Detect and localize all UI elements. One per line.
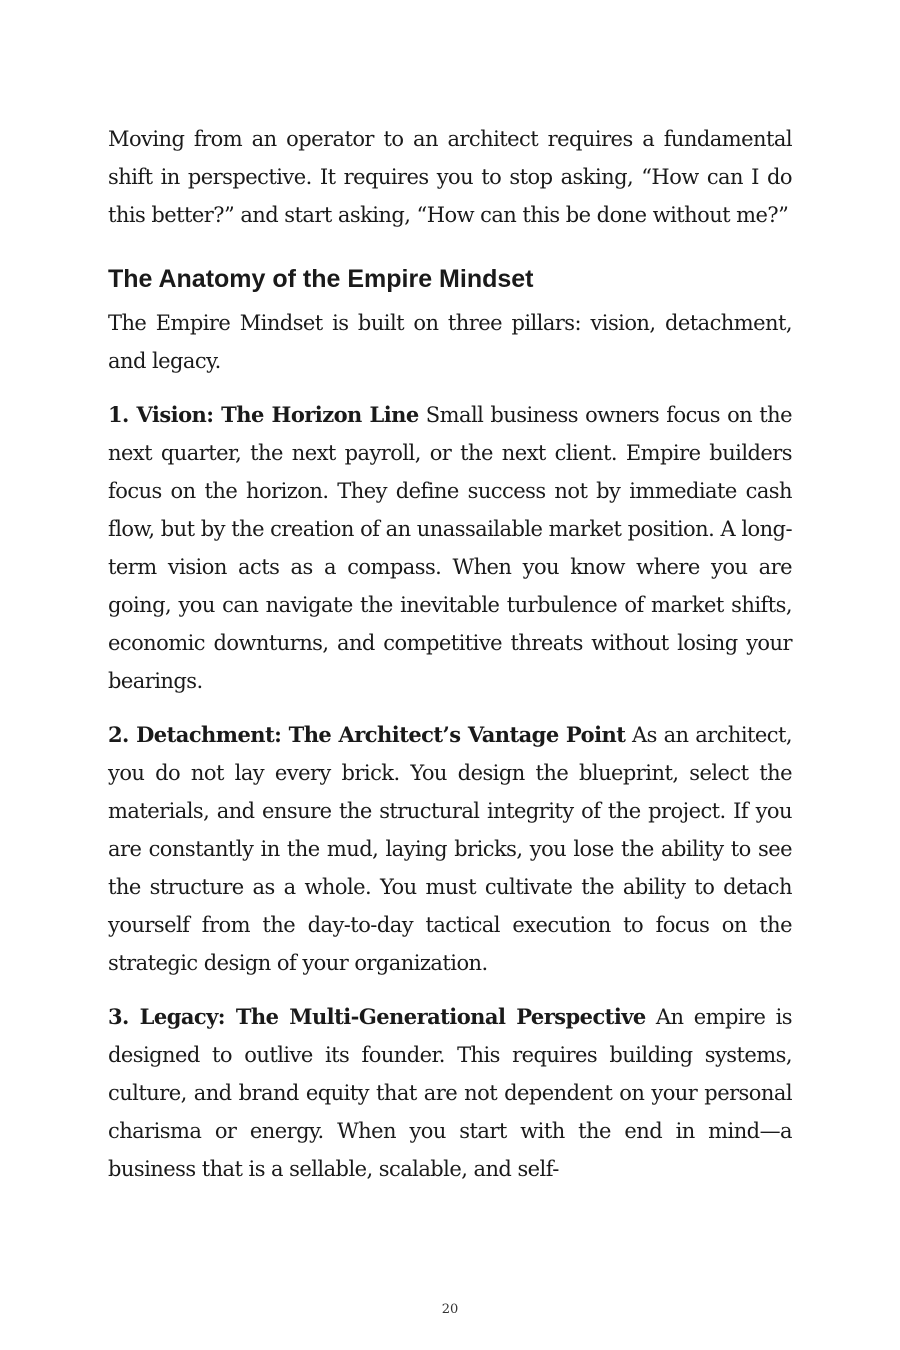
pillar-detachment-paragraph xyxy=(108,716,792,982)
page-number: 20 xyxy=(441,1302,459,1317)
pillar-vision-text: Small business owners focus on the next quarter, the next payroll, or the next client. Empire builders focus on the horizon. They define success not by immediate cash flow, but by the creation of an unassailable market position. A long-term vision acts as a compass. When you know where you are going, you can navigate the inevitable turbulence of market shifts, economic downturns, and competitive threats without losing your bearings. xyxy=(108,403,793,693)
section-intro-paragraph: The Empire Mindset is built on three pillars: vision, detachment, and legacy. xyxy=(108,311,792,373)
pillar-detachment-text: As an architect, you do not lay every brick. You design the blueprint, select the materials, and ensure the structural integrity of the project. If you are constantly in the mud, laying bricks, you lose the ability to see the structure as a whole. You must cultivate the ability to detach yourself from the day-to-day tactical execution to focus on the strategic design of your organization. xyxy=(108,723,792,975)
pillar-legacy-title: 3. Legacy: The Multi-Generational Perspective xyxy=(108,1004,646,1029)
pillar-vision-paragraph xyxy=(108,396,792,700)
pillar-legacy-text: An empire is designed to outlive its founder. This requires building systems, culture, and brand equity that are not dependent on your personal charisma or energy. When you start with the end in mind—a business that is a sellable, scalable, and self- xyxy=(108,1005,792,1181)
section-heading: The Anatomy of the Empire Mindset xyxy=(108,265,534,293)
page-body xyxy=(108,120,792,1204)
pillar-vision-title: 1. Vision: The Horizon Line xyxy=(108,402,419,427)
pillar-detachment-title: 2. Detachment: The Architect’s Vantage Point xyxy=(108,722,626,747)
pillar-legacy-paragraph xyxy=(108,998,792,1188)
intro-paragraph: Moving from an operator to an architect requires a fundamental shift in perspective. It requires you to stop asking, “How can I do this better?” and start asking, “How can this be done without me?” xyxy=(108,127,792,227)
